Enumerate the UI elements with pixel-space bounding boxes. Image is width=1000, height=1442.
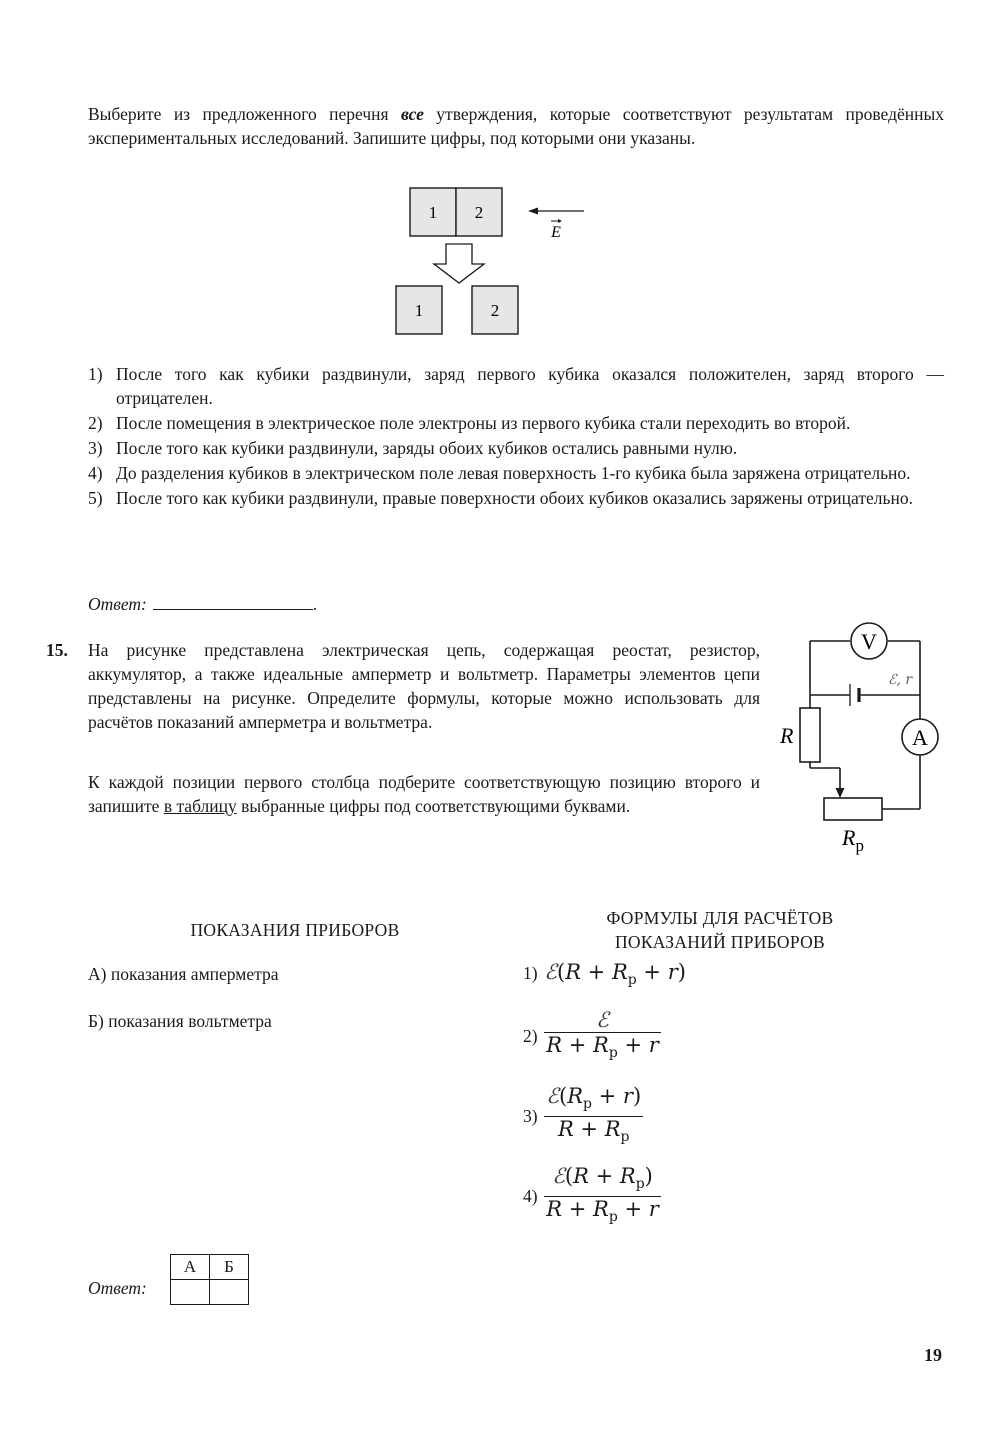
- emf-label: ℰ, r: [888, 672, 913, 688]
- task15-number: 15.: [46, 640, 68, 660]
- answer-label: Ответ:: [88, 594, 147, 614]
- cubes-figure: [390, 180, 610, 340]
- formula-3: 3) $\frac{ℰ(R_р + r)}{R + R_р}$: [523, 1084, 643, 1149]
- cube-1-bottom-label: 1: [414, 301, 424, 320]
- task15-answer-label: Ответ:: [88, 1278, 147, 1298]
- left-column-header: ПОКАЗАНИЯ ПРИБОРОВ: [190, 920, 400, 940]
- cube-1-top-label: 1: [428, 203, 438, 222]
- task15-paragraph-1: На рисунке представлена электрическая цепь, содержащая реостат, резистор, аккумулятор, а также идеальные амперметр и вольтметр. Параметры элементов цепи представлены на рисунке. Определите формулы, которые можно использовать для расчётов показаний амперметра и вольтметра.: [88, 640, 760, 732]
- option-4: 4) До разделения кубиков в электрическом поле левая поверхность 1-го кубика была заряжена отрицательно.: [88, 463, 911, 483]
- formula-2: 2) $\frac{\text{ℰ}}{R + R_р + r}$: [523, 1008, 661, 1065]
- vector-arrowtip: [558, 219, 562, 223]
- resistor-label: R: [780, 723, 794, 748]
- separation-arrow: [434, 244, 484, 283]
- page-number: 19: [924, 1345, 942, 1365]
- right-column-header: ФОРМУЛЫ ДЛЯ РАСЧЁТОВ ПОКАЗАНИЙ ПРИБОРОВ: [606, 908, 834, 952]
- formula-4: 4) $\frac{ℰ(R + R_р)}{R + R_р + r}$: [523, 1164, 661, 1229]
- field-arrow-head: [528, 208, 538, 215]
- answer-header-b: Б: [210, 1255, 249, 1280]
- answer-table: [170, 1254, 249, 1305]
- option-5: 5) После того как кубики раздвинули, правые поверхности обоих кубиков оказались заряжены отрицательно.: [88, 488, 913, 508]
- task14-options: [88, 362, 944, 511]
- resistor-body: [800, 708, 820, 762]
- answer-header-a: А: [171, 1255, 210, 1280]
- cube-2-top-label: 2: [474, 203, 484, 222]
- voltmeter-label: V: [861, 629, 877, 654]
- option-2: 2) После помещения в электрическое поле электроны из первого кубика стали переходить во второй.: [88, 413, 851, 433]
- rheostat-label: $R_р$: [842, 825, 864, 855]
- circuit-diagram: [770, 618, 960, 858]
- answer-input-line[interactable]: [153, 593, 313, 610]
- task14-answer: Ответ: .: [88, 594, 318, 614]
- emphasis-all: все: [400, 104, 424, 124]
- rheostat-body: [824, 798, 882, 820]
- cube-2-bottom-label: 2: [490, 301, 500, 320]
- table-link: в таблицу: [163, 796, 237, 816]
- field-label: E: [551, 224, 561, 241]
- left-item-b: Б) показания вольтметра: [88, 1011, 272, 1031]
- task15-paragraph-2: К каждой позиции первого столбца подберите соответствующую позицию второго и запишите в таблицу выбранные цифры под соответствующими буквами.: [88, 772, 760, 816]
- answer-cell-a[interactable]: [171, 1280, 210, 1305]
- task14-intro: Выберите из предложенного перечня все утверждения, которые соответствуют результатам проведённых экспериментальных исследований. Запишите цифры, под которыми они указаны.: [88, 104, 944, 148]
- option-3: 3) После того как кубики раздвинули, заряды обоих кубиков остались равными нулю.: [88, 438, 738, 458]
- formula-1: 1) ℰ(R + $R_р + r$): [523, 960, 686, 988]
- ammeter-label: A: [912, 725, 928, 750]
- answer-cell-b[interactable]: [210, 1280, 249, 1305]
- left-item-a: А) показания амперметра: [88, 964, 279, 984]
- slider-arrow: [836, 788, 845, 798]
- option-1: 1) После того как кубики раздвинули, заряд первого кубика оказался положителен, заряд второго — отрицателен.: [88, 364, 944, 408]
